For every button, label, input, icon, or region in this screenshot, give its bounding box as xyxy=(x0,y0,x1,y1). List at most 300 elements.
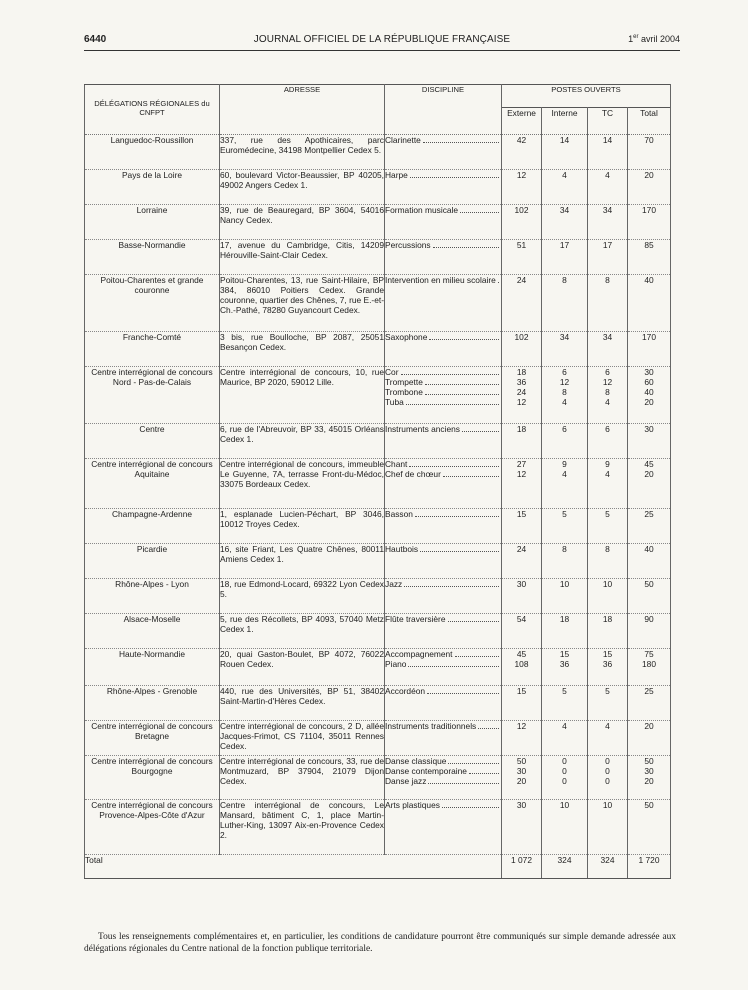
header-externe: Externe xyxy=(502,108,542,135)
discipline-line xyxy=(385,377,501,387)
address-cell: Centre interrégional de concours, 2 D, allée Jacques-Frimot, CS 71104, 35011 Rennes Cedex. xyxy=(220,721,385,756)
dot-leader xyxy=(406,404,499,405)
discipline-cell xyxy=(385,544,502,579)
discipline-cell xyxy=(385,614,502,649)
interne-cell xyxy=(542,800,588,855)
interne-cell xyxy=(542,721,588,756)
discipline-line xyxy=(385,367,501,377)
discipline-line xyxy=(385,756,501,766)
tc-cell xyxy=(588,205,628,240)
interne-value: 34 xyxy=(559,205,570,215)
table-row xyxy=(85,800,671,855)
total-value: 20 xyxy=(644,776,654,786)
delegation-cell: Lorraine xyxy=(85,205,220,240)
total-value: 40 xyxy=(644,387,654,397)
externe-cell xyxy=(502,686,542,721)
externe-cell xyxy=(502,579,542,614)
total-cell xyxy=(628,544,671,579)
tc-cell xyxy=(588,275,628,332)
table-row xyxy=(85,240,671,275)
total-value: 20 xyxy=(644,721,654,731)
interne-cell xyxy=(542,579,588,614)
externe-cell xyxy=(502,614,542,649)
total-cell xyxy=(628,135,671,170)
address-cell: 6, rue de l'Abreuvoir, BP 33, 45015 Orléans Cedex 1. xyxy=(220,424,385,459)
header-delegations: DÉLÉGATIONS RÉGIONALES du CNFPT xyxy=(85,85,220,135)
interne-value: 9 xyxy=(562,459,567,469)
discipline-line xyxy=(385,397,501,407)
table-row xyxy=(85,614,671,649)
interne-value: 34 xyxy=(559,332,570,342)
interne-cell xyxy=(542,544,588,579)
externe-cell xyxy=(502,509,542,544)
table-row xyxy=(85,135,671,170)
total-value: 90 xyxy=(644,614,654,624)
address-cell: 1, esplanade Lucien-Péchart, BP 3046, 10012 Troyes Cedex. xyxy=(220,509,385,544)
dot-leader xyxy=(448,763,499,764)
interne-value: 6 xyxy=(562,424,567,434)
dot-leader xyxy=(429,339,499,340)
discipline-label: Danse classique xyxy=(385,755,447,766)
discipline-label: Instruments traditionnels xyxy=(385,720,477,731)
table-row xyxy=(85,579,671,614)
discipline-label: Percussions xyxy=(385,239,431,250)
address-cell: 39, rue de Beauregard, BP 3604, 54016 Nancy Cedex. xyxy=(220,205,385,240)
externe-cell xyxy=(502,544,542,579)
interne-value: 0 xyxy=(562,766,567,776)
interne-value: 0 xyxy=(562,756,567,766)
interne-value: 5 xyxy=(562,686,567,696)
tc-value: 36 xyxy=(602,659,613,669)
interne-cell xyxy=(542,205,588,240)
address-cell: 60, boulevard Victor-Beaussier, BP 40205, 49002 Angers Cedex 1. xyxy=(220,170,385,205)
total-value: 60 xyxy=(644,377,654,387)
address-cell: Centre interrégional de concours, immeuble Le Guyenne, 7A, terrasse Front-du-Médoc, 33075 Bordeaux Cedex. xyxy=(220,459,385,509)
discipline-cell xyxy=(385,686,502,721)
externe-cell xyxy=(502,367,542,424)
dot-leader xyxy=(498,282,499,283)
total-cell xyxy=(628,756,671,800)
externe-value: 102 xyxy=(514,205,529,215)
tc-value: 4 xyxy=(605,469,610,479)
address-cell: 440, rue des Universités, BP 51, 38402 Saint-Martin-d'Hères Cedex. xyxy=(220,686,385,721)
discipline-line xyxy=(385,240,501,250)
delegation-cell: Franche-Comté xyxy=(85,332,220,367)
tc-cell xyxy=(588,649,628,686)
dot-leader xyxy=(408,666,499,667)
tc-cell xyxy=(588,800,628,855)
total-label: Total xyxy=(85,855,502,879)
externe-value: 12 xyxy=(516,469,527,479)
address-cell: 17, avenue du Cambridge, Citis, 14209 Hérouville-Saint-Clair Cedex. xyxy=(220,240,385,275)
externe-cell xyxy=(502,240,542,275)
delegation-cell: Centre interrégional de concours Aquitaine xyxy=(85,459,220,509)
externe-value: 102 xyxy=(514,332,529,342)
postes-table xyxy=(84,84,671,879)
total-value: 25 xyxy=(644,686,654,696)
total-cell xyxy=(628,367,671,424)
header-rule xyxy=(84,50,680,51)
dot-leader xyxy=(423,142,499,143)
tc-value: 8 xyxy=(605,275,610,285)
interne-cell xyxy=(542,170,588,205)
externe-cell xyxy=(502,649,542,686)
address-cell: Centre interrégional de concours, 33, rue de Montmuzard, BP 37904, 21079 Dijon Cedex. xyxy=(220,756,385,800)
tc-value: 4 xyxy=(605,170,610,180)
externe-cell xyxy=(502,424,542,459)
tc-cell xyxy=(588,332,628,367)
table-row xyxy=(85,721,671,756)
discipline-line xyxy=(385,721,501,731)
externe-value: 24 xyxy=(516,275,527,285)
delegation-cell: Centre xyxy=(85,424,220,459)
dot-leader xyxy=(404,586,499,587)
discipline-line xyxy=(385,579,501,589)
discipline-line xyxy=(385,135,501,145)
total-value: 20 xyxy=(644,397,654,407)
header-total: Total xyxy=(628,108,671,135)
dot-leader xyxy=(428,783,499,784)
interne-cell xyxy=(542,756,588,800)
delegation-cell: Centre interrégional de concours Provence-Alpes-Côte d'Azur xyxy=(85,800,220,855)
tc-value: 10 xyxy=(602,579,613,589)
total-value: 20 xyxy=(644,469,654,479)
discipline-label: Tuba xyxy=(385,396,404,407)
dot-leader xyxy=(425,384,499,385)
address-cell: Poitou-Charentes, 13, rue Saint-Hilaire, BP 384, 86010 Poitiers Cedex. Grande couronne, quartier des Chênes, 7, rue E.-et-Ch.-Pathé, 78280 Guyancourt Cedex. xyxy=(220,275,385,332)
interne-value: 8 xyxy=(562,275,567,285)
tc-value: 0 xyxy=(605,756,610,766)
externe-value: 30 xyxy=(516,800,527,810)
externe-value: 108 xyxy=(514,659,529,669)
externe-value: 18 xyxy=(516,424,527,434)
table-row xyxy=(85,170,671,205)
publication-date: 1er avril 2004 xyxy=(628,34,680,44)
total-cell xyxy=(628,459,671,509)
discipline-cell xyxy=(385,135,502,170)
tc-value: 4 xyxy=(605,721,610,731)
interne-cell xyxy=(542,275,588,332)
discipline-line xyxy=(385,614,501,624)
externe-value: 18 xyxy=(516,367,527,377)
address-cell: 16, site Friant, Les Quatre Chênes, 80011 Amiens Cedex 1. xyxy=(220,544,385,579)
total-total: 1 720 xyxy=(628,855,671,879)
discipline-label: Trompette xyxy=(385,376,423,387)
interne-value: 10 xyxy=(559,579,570,589)
discipline-cell xyxy=(385,579,502,614)
discipline-line xyxy=(385,469,501,479)
tc-cell xyxy=(588,579,628,614)
total-row xyxy=(85,855,671,879)
total-cell xyxy=(628,205,671,240)
tc-value: 5 xyxy=(605,686,610,696)
delegation-cell: Haute-Normandie xyxy=(85,649,220,686)
delegation-cell: Picardie xyxy=(85,544,220,579)
externe-value: 20 xyxy=(516,776,527,786)
discipline-label: Chant xyxy=(385,458,408,469)
externe-value: 24 xyxy=(516,387,527,397)
table-body xyxy=(85,135,671,879)
delegation-cell: Centre interrégional de concours Nord - Pas-de-Calais xyxy=(85,367,220,424)
delegation-cell: Languedoc-Roussillon xyxy=(85,135,220,170)
delegation-cell: Basse-Normandie xyxy=(85,240,220,275)
interne-value: 8 xyxy=(562,544,567,554)
interne-cell xyxy=(542,649,588,686)
discipline-label: Jazz xyxy=(385,578,403,589)
discipline-line xyxy=(385,459,501,469)
journal-title: JOURNAL OFFICIEL DE LA RÉPUBLIQUE FRANÇAISE xyxy=(253,34,511,45)
tc-value: 14 xyxy=(602,135,613,145)
total-value: 75 xyxy=(644,649,654,659)
interne-value: 10 xyxy=(559,800,570,810)
discipline-label: Formation musicale xyxy=(385,204,459,215)
externe-value: 30 xyxy=(516,579,527,589)
total-value: 45 xyxy=(644,459,654,469)
externe-value: 15 xyxy=(516,686,527,696)
header-postes-ouverts: POSTES OUVERTS xyxy=(502,85,671,108)
discipline-cell xyxy=(385,240,502,275)
address-cell: Centre interrégional de concours, 10, rue Maurice, BP 2020, 59012 Lille. xyxy=(220,367,385,424)
total-cell xyxy=(628,721,671,756)
tc-value: 8 xyxy=(605,544,610,554)
interne-value: 8 xyxy=(562,387,567,397)
dot-leader xyxy=(415,516,499,517)
tc-cell xyxy=(588,367,628,424)
discipline-line xyxy=(385,387,501,397)
discipline-cell xyxy=(385,756,502,800)
interne-value: 12 xyxy=(559,377,570,387)
interne-value: 36 xyxy=(559,659,570,669)
table-row xyxy=(85,205,671,240)
dot-leader xyxy=(420,551,499,552)
externe-cell xyxy=(502,459,542,509)
discipline-cell xyxy=(385,367,502,424)
discipline-label: Clarinette xyxy=(385,134,421,145)
externe-value: 12 xyxy=(516,397,527,407)
discipline-line xyxy=(385,332,501,342)
interne-value: 4 xyxy=(562,469,567,479)
discipline-label: Accordéon xyxy=(385,685,426,696)
interne-cell xyxy=(542,135,588,170)
header-discipline: DISCIPLINE xyxy=(385,85,502,135)
discipline-cell xyxy=(385,800,502,855)
interne-value: 15 xyxy=(559,649,570,659)
delegation-cell: Centre interrégional de concours Bourgogne xyxy=(85,756,220,800)
externe-cell xyxy=(502,332,542,367)
discipline-line xyxy=(385,766,501,776)
tc-value: 18 xyxy=(602,614,613,624)
footnote: Tous les renseignements complémentaires et, en particulier, les conditions de candidature pourront être communiqués sur simple demande adressée aux délégations régionales du Centre national de la fonction publique territoriale. xyxy=(84,932,676,954)
tc-cell xyxy=(588,135,628,170)
interne-cell xyxy=(542,686,588,721)
dot-leader xyxy=(410,177,499,178)
externe-value: 42 xyxy=(516,135,527,145)
dot-leader xyxy=(478,728,499,729)
dot-leader xyxy=(401,374,500,375)
delegation-cell: Rhône-Alpes - Lyon xyxy=(85,579,220,614)
externe-cell xyxy=(502,205,542,240)
interne-value: 0 xyxy=(562,776,567,786)
delegation-cell: Alsace-Moselle xyxy=(85,614,220,649)
discipline-line xyxy=(385,509,501,519)
externe-value: 50 xyxy=(516,756,527,766)
interne-value: 4 xyxy=(562,397,567,407)
discipline-label: Chef de chœur xyxy=(385,468,441,479)
externe-value: 51 xyxy=(516,240,527,250)
dot-leader xyxy=(433,247,499,248)
address-cell: Centre interrégional de concours, Le Mansard, bâtiment C, 1, place Martin-Luther-King, 13097 Aix-en-Provence Cedex 2. xyxy=(220,800,385,855)
total-value: 30 xyxy=(644,766,654,776)
address-cell: 18, rue Edmond-Locard, 69322 Lyon Cedex 5. xyxy=(220,579,385,614)
discipline-label: Accompagnement xyxy=(385,648,453,659)
delegation-cell: Centre interrégional de concours Bretagne xyxy=(85,721,220,756)
total-interne: 324 xyxy=(542,855,588,879)
tc-value: 0 xyxy=(605,776,610,786)
interne-cell xyxy=(542,240,588,275)
discipline-line xyxy=(385,659,501,669)
externe-cell xyxy=(502,135,542,170)
discipline-label: Flûte traversière xyxy=(385,613,446,624)
discipline-label: Hautbois xyxy=(385,543,419,554)
tc-value: 0 xyxy=(605,766,610,776)
externe-value: 54 xyxy=(516,614,527,624)
total-value: 50 xyxy=(644,756,654,766)
discipline-line xyxy=(385,424,501,434)
discipline-cell xyxy=(385,170,502,205)
total-value: 20 xyxy=(644,170,654,180)
interne-value: 6 xyxy=(562,367,567,377)
tc-value: 6 xyxy=(605,424,610,434)
interne-value: 18 xyxy=(559,614,570,624)
discipline-line xyxy=(385,275,501,285)
tc-value: 17 xyxy=(602,240,613,250)
dot-leader xyxy=(455,656,499,657)
discipline-label: Danse contemporaine xyxy=(385,765,467,776)
discipline-cell xyxy=(385,332,502,367)
table-row xyxy=(85,544,671,579)
interne-value: 4 xyxy=(562,721,567,731)
discipline-line xyxy=(385,800,501,810)
discipline-line xyxy=(385,776,501,786)
table-row xyxy=(85,459,671,509)
externe-cell xyxy=(502,170,542,205)
address-cell: 5, rue des Récollets, BP 4093, 57040 Metz Cedex 1. xyxy=(220,614,385,649)
tc-value: 10 xyxy=(602,800,613,810)
externe-value: 12 xyxy=(516,721,527,731)
tc-value: 34 xyxy=(602,332,613,342)
table-row xyxy=(85,275,671,332)
dot-leader xyxy=(442,807,499,808)
interne-value: 17 xyxy=(559,240,570,250)
page-number: 6440 xyxy=(84,34,107,45)
tc-value: 6 xyxy=(605,367,610,377)
externe-value: 12 xyxy=(516,170,527,180)
total-value: 30 xyxy=(644,424,654,434)
total-cell xyxy=(628,332,671,367)
tc-cell xyxy=(588,170,628,205)
interne-value: 5 xyxy=(562,509,567,519)
interne-cell xyxy=(542,509,588,544)
address-cell: 337, rue des Apothicaires, parc Euromédecine, 34198 Montpellier Cedex 5. xyxy=(220,135,385,170)
total-value: 170 xyxy=(642,205,656,215)
total-cell xyxy=(628,614,671,649)
total-value: 180 xyxy=(642,659,656,669)
total-tc: 324 xyxy=(588,855,628,879)
dot-leader xyxy=(427,693,499,694)
interne-cell xyxy=(542,332,588,367)
header-tc: TC xyxy=(588,108,628,135)
dot-leader xyxy=(425,394,499,395)
interne-cell xyxy=(542,614,588,649)
interne-cell xyxy=(542,367,588,424)
total-cell xyxy=(628,424,671,459)
total-cell xyxy=(628,170,671,205)
tc-cell xyxy=(588,240,628,275)
discipline-label: Danse jazz xyxy=(385,775,427,786)
externe-value: 15 xyxy=(516,509,527,519)
discipline-label: Trombone xyxy=(385,386,423,397)
total-value: 25 xyxy=(644,509,654,519)
total-value: 30 xyxy=(644,367,654,377)
total-cell xyxy=(628,509,671,544)
externe-cell xyxy=(502,756,542,800)
externe-cell xyxy=(502,721,542,756)
table-row xyxy=(85,509,671,544)
table-row xyxy=(85,649,671,686)
externe-value: 24 xyxy=(516,544,527,554)
externe-cell xyxy=(502,275,542,332)
total-value: 85 xyxy=(644,240,654,250)
discipline-label: Cor xyxy=(385,366,399,377)
delegation-cell: Pays de la Loire xyxy=(85,170,220,205)
tc-cell xyxy=(588,459,628,509)
discipline-cell xyxy=(385,424,502,459)
interne-value: 4 xyxy=(562,170,567,180)
dot-leader xyxy=(460,212,499,213)
total-value: 50 xyxy=(644,579,654,589)
tc-cell xyxy=(588,614,628,649)
tc-cell xyxy=(588,721,628,756)
header-interne: Interne xyxy=(542,108,588,135)
dot-leader xyxy=(469,773,499,774)
discipline-label: Harpe xyxy=(385,169,408,180)
address-cell: 20, quai Gaston-Boulet, BP 4072, 76022 Rouen Cedex. xyxy=(220,649,385,686)
discipline-label: Arts plastiques xyxy=(385,799,440,810)
total-value: 50 xyxy=(644,800,654,810)
discipline-label: Basson xyxy=(385,508,413,519)
discipline-cell xyxy=(385,275,502,332)
total-value: 170 xyxy=(642,332,656,342)
discipline-line xyxy=(385,686,501,696)
externe-value: 36 xyxy=(516,377,527,387)
total-value: 70 xyxy=(644,135,654,145)
discipline-label: Intervention en milieu scolaire xyxy=(385,274,496,285)
delegation-cell: Champagne-Ardenne xyxy=(85,509,220,544)
discipline-line xyxy=(385,649,501,659)
tc-cell xyxy=(588,544,628,579)
total-cell xyxy=(628,800,671,855)
tc-value: 9 xyxy=(605,459,610,469)
total-cell xyxy=(628,240,671,275)
total-externe: 1 072 xyxy=(502,855,542,879)
tc-cell xyxy=(588,424,628,459)
discipline-line xyxy=(385,544,501,554)
table-row xyxy=(85,367,671,424)
externe-value: 27 xyxy=(516,459,527,469)
tc-cell xyxy=(588,509,628,544)
tc-value: 5 xyxy=(605,509,610,519)
discipline-cell xyxy=(385,205,502,240)
